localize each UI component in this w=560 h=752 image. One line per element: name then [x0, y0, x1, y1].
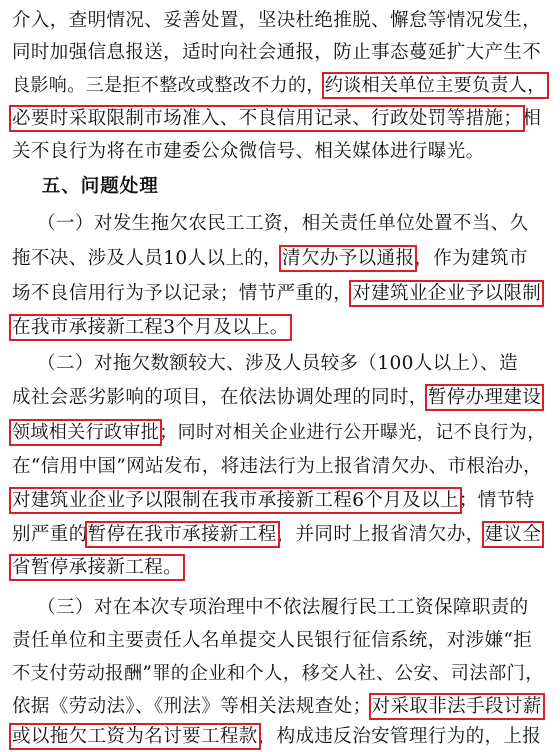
text-line: [12, 553, 182, 583]
text-segment: （二）对拖欠数额较大、涉及人员较多（100人以上）、造: [12, 353, 518, 374]
text-segment: 良影响。三是拒不整改或整改不力的，: [12, 75, 325, 96]
text-segment: ；同时对相关企业进行公开曝光，记不良行为，: [159, 422, 546, 443]
text-segment: 别严重的: [12, 524, 88, 545]
text-line: [12, 722, 541, 752]
text-line: [12, 349, 518, 379]
text-line: [12, 104, 541, 134]
text-line: [12, 38, 541, 68]
text-line: [12, 313, 289, 343]
text-line: [12, 418, 546, 448]
highlighted-text: 约谈相关单位主要负责人，: [324, 75, 546, 96]
text-segment: 相: [522, 108, 542, 129]
highlighted-text: 领域相关行政审批: [12, 422, 160, 443]
text-segment: 拖不决、涉及人员10人以上的，: [12, 248, 283, 269]
text-segment: 介入，查明情况、妥善处置，坚决杜绝推脱、懈怠等情况发生，: [12, 10, 542, 31]
highlighted-text: 在我市承接新工程3个月及以上。: [12, 317, 289, 338]
text-segment: ，并同时上报省清欠办，: [276, 524, 485, 545]
text-line: [12, 279, 541, 309]
text-segment: ，作为建筑市: [414, 248, 528, 269]
highlighted-text: 必要时采取限制市场准入、不良信用记录、行政处罚等措施；: [12, 108, 523, 129]
highlighted-text: 暂停办理建设: [427, 387, 542, 408]
highlighted-text: 清欠办予以通报: [282, 248, 415, 269]
text-segment: 关不良行为将在市建委公众微信号、相关媒体进行曝光。: [12, 141, 485, 162]
text-line: [12, 244, 528, 274]
text-segment: 不支付劳动报酬”罪的企业和个人，移交人社、公安、司法部门，: [12, 663, 544, 684]
text-line: [12, 452, 542, 482]
text-line: [12, 520, 541, 550]
text-segment: ；情节特: [458, 490, 535, 511]
highlighted-text: 建议全: [484, 524, 542, 545]
highlighted-text: 或以拖欠工资为名讨要工程款: [12, 726, 258, 747]
text-segment: 责任单位和主要责任人名单提交人民银行征信系统，对涉嫌“拒: [12, 630, 533, 651]
text-segment: ，构成违反治安管理行为的，上报: [257, 726, 542, 747]
text-segment: （一）对发生拖欠农民工工资，相关责任单位处置不当、久: [12, 213, 529, 234]
text-segment: 成社会恶劣影响的项目，在依法协调处理的同时，: [12, 387, 428, 408]
text-line: [12, 626, 532, 656]
text-segment: （三）对在本次专项治理中不依法履行民工工资保障职责的: [12, 597, 529, 618]
text-line: [12, 692, 542, 722]
section-heading: [12, 172, 159, 202]
text-line: [12, 593, 529, 623]
highlighted-text: 对建筑业企业予以限制在我市承接新工程6个月及以上: [12, 490, 459, 511]
highlighted-text: 省暂停承接新工程。: [12, 557, 183, 578]
text-segment: 同时加强信息报送，适时向社会通报，防止事态蔓延扩大产生不: [12, 42, 542, 63]
text-line: [12, 209, 529, 239]
text-segment: 场不良信用行为予以记录；情节严重的，: [12, 283, 353, 304]
text-line: [12, 486, 534, 516]
text-segment: 在“信用中国”网站发布，将违法行为上报省清欠办、市根治办，: [12, 456, 543, 477]
text-line: [12, 659, 544, 689]
highlighted-text: 暂停在我市承接新工程: [87, 524, 277, 545]
text-line: [12, 137, 485, 167]
highlighted-text: 对采取非法手段讨薪: [371, 696, 542, 717]
text-segment: 依据《劳动法》、《刑法》等相关法规查处；: [12, 696, 372, 717]
highlighted-text: 对建筑业企业予以限制: [352, 283, 542, 304]
text-line: [12, 71, 546, 101]
text-line: [12, 383, 541, 413]
text-line: [12, 6, 541, 36]
heading-text: 五、问题处理: [12, 176, 159, 197]
